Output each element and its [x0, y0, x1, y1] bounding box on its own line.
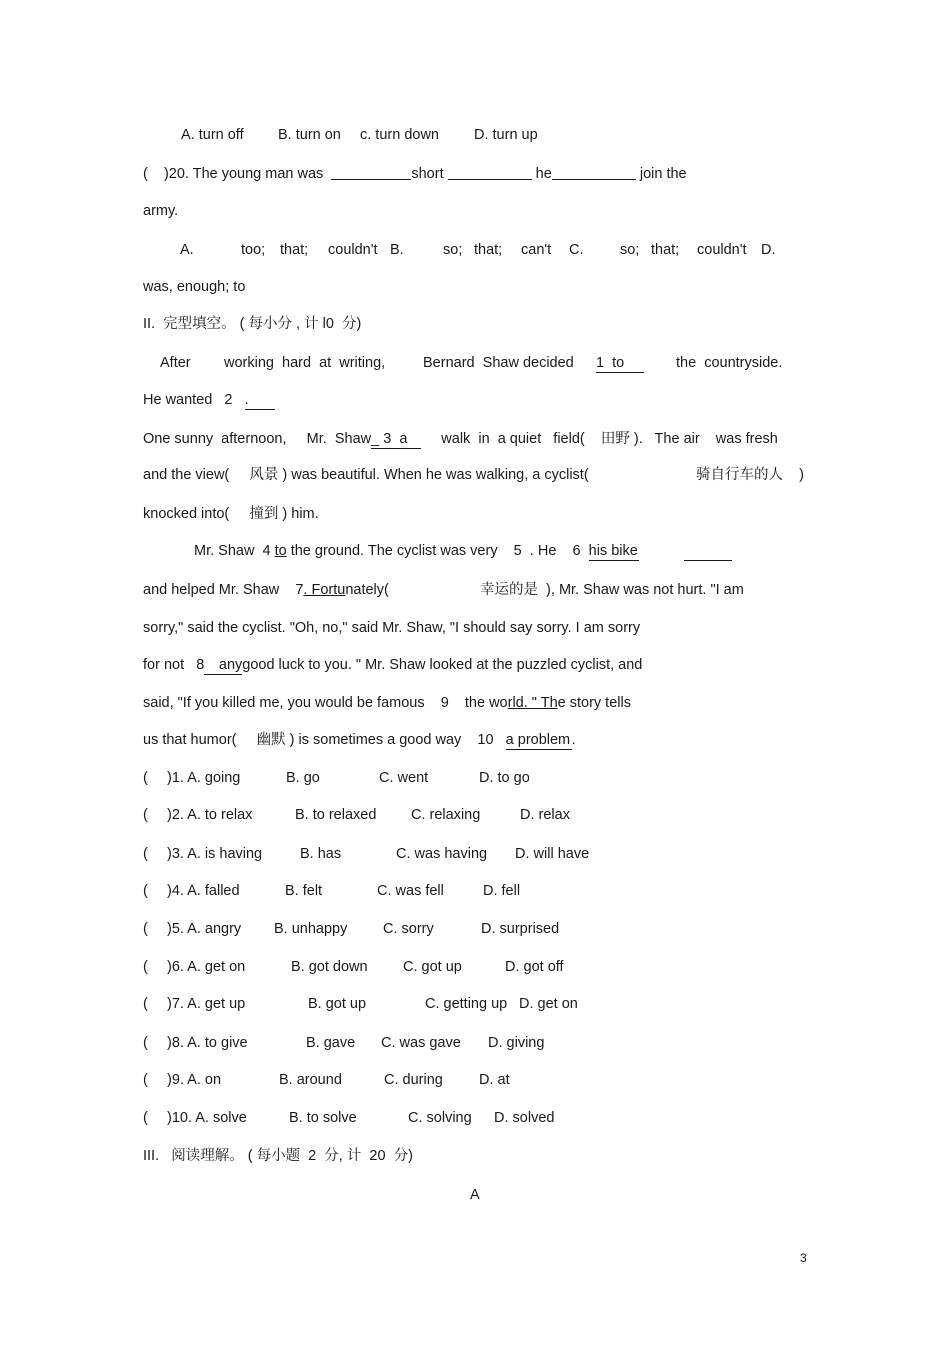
- q20-option-b-label: B.: [390, 242, 404, 258]
- answer-paren[interactable]: (: [143, 1072, 148, 1088]
- option-b: B. got down: [291, 959, 368, 975]
- option-d: D. will have: [515, 846, 590, 862]
- option-d: D. get on: [519, 996, 578, 1012]
- section-3-subtitle: A: [470, 1187, 480, 1203]
- q19-option-a: A. turn off: [181, 127, 244, 143]
- passage-text: said, "If you killed me, you would be famous 9 the wo: [143, 695, 508, 711]
- q19-option-b: B. turn on: [278, 127, 341, 143]
- passage-text: good luck to you. " Mr. Shaw looked at the puzzled cyclist, and: [242, 657, 643, 673]
- q20-option-a-word: too;: [241, 242, 266, 258]
- blank-6-line: [684, 546, 732, 561]
- option-c: C. went: [379, 770, 429, 786]
- option-c: C. was having: [396, 846, 488, 862]
- q20-stem: [143, 165, 687, 183]
- blank-8-answer[interactable]: any: [204, 656, 242, 675]
- passage-line-9: [143, 656, 642, 675]
- q20-option-b-word: can't: [521, 242, 552, 258]
- option-b: B. go: [286, 770, 320, 786]
- passage-text: and helped Mr. Shaw 7: [143, 582, 304, 598]
- passage-text: 幸运的是 ), Mr. Shaw was not hurt. "I am: [480, 582, 744, 598]
- passage-text: After: [160, 355, 191, 371]
- q20-word-join: join the: [639, 166, 687, 182]
- option-d: D. relax: [520, 807, 570, 823]
- q20-option-b-word: that;: [474, 242, 503, 258]
- passage-line-4: [143, 466, 589, 484]
- passage-line-11: [143, 731, 576, 750]
- q20-option-b-word: so;: [443, 242, 463, 258]
- passage-text: Mr. Shaw 4: [194, 543, 271, 559]
- blank-6-answer[interactable]: his bike: [588, 543, 638, 559]
- option-d: D. solved: [494, 1110, 555, 1126]
- q20-option-a-label: A.: [180, 242, 194, 258]
- page-number: 3: [800, 1251, 807, 1265]
- q20-word-he: he: [535, 166, 552, 182]
- option-d: D. got off: [505, 959, 564, 975]
- option-c: C. getting up: [425, 996, 508, 1012]
- blank-10-answer[interactable]: a problem: [505, 732, 571, 748]
- option-b: B. gave: [306, 1035, 356, 1051]
- option-a: )5. A. angry: [167, 921, 242, 937]
- option-d: D. giving: [488, 1035, 545, 1051]
- passage-text: walk in a quiet field( 田野 ). The air was fresh: [441, 431, 778, 447]
- option-c: C. solving: [408, 1110, 472, 1126]
- q20-option-a-word: couldn't: [328, 242, 378, 258]
- blank-4-answer[interactable]: to: [274, 543, 287, 559]
- option-c: C. relaxing: [411, 807, 481, 823]
- option-b: B. to solve: [289, 1110, 357, 1126]
- q20-option-c-word: couldn't: [697, 242, 747, 258]
- passage-text: and the view( 风景 ) was beautiful. When he was walking, a cyclist(: [143, 467, 589, 483]
- option-a: )1. A. going: [167, 770, 241, 786]
- blank-9-answer[interactable]: rld. " Th: [507, 695, 558, 711]
- q20-option-c-label: C.: [569, 242, 584, 258]
- answer-paren[interactable]: (: [143, 846, 148, 862]
- passage-line-5: knocked into( 撞到 ) him.: [143, 506, 319, 522]
- passage-text: e story tells: [557, 695, 631, 711]
- passage-text: He wanted 2: [143, 392, 233, 408]
- passage-line-8: sorry," said the cyclist. "Oh, no," said Mr. Shaw, "I should say sorry. I am sorry: [143, 620, 641, 636]
- option-d: D. fell: [483, 883, 521, 899]
- option-a: )6. A. get on: [167, 959, 246, 975]
- option-c: C. was gave: [381, 1035, 461, 1051]
- blank-7-answer[interactable]: . Fortu: [303, 582, 346, 598]
- answer-paren[interactable]: (: [143, 770, 148, 786]
- passage-line-6: [194, 542, 639, 561]
- q20-blank-1[interactable]: [331, 165, 411, 180]
- section-3-title: III. 阅读理解。 ( 每小题 2 分, 计 20 分): [143, 1148, 413, 1164]
- option-c: C. got up: [403, 959, 462, 975]
- option-b: B. around: [279, 1072, 342, 1088]
- option-a: )10. A. solve: [167, 1110, 247, 1126]
- option-b: B. has: [300, 846, 342, 862]
- answer-paren[interactable]: (: [143, 807, 148, 823]
- option-a: )2. A. to relax: [167, 807, 253, 823]
- q20-cont: army.: [143, 203, 179, 219]
- option-a: )9. A. on: [167, 1072, 222, 1088]
- option-b: B. got up: [308, 996, 367, 1012]
- passage-text: us that humor( 幽默 ) is sometimes a good way 10: [143, 732, 494, 748]
- option-c: C. was fell: [377, 883, 444, 899]
- blank-2-answer[interactable]: .: [245, 391, 275, 410]
- answer-paren[interactable]: (: [143, 996, 148, 1012]
- passage-text: Mr. Shaw: [306, 431, 372, 447]
- answer-paren[interactable]: (: [143, 883, 148, 899]
- option-d: D. to go: [479, 770, 530, 786]
- q20-option-d-label: D.: [761, 242, 776, 258]
- q19-option-c: c. turn down: [360, 127, 439, 143]
- answer-paren[interactable]: (: [143, 1035, 148, 1051]
- option-a: )8. A. to give: [167, 1035, 248, 1051]
- answer-paren[interactable]: (: [143, 959, 148, 975]
- passage-line-7: [143, 581, 389, 599]
- q19-option-d: D. turn up: [474, 127, 538, 143]
- passage-text: the ground. The cyclist was very 5 . He 6: [290, 543, 581, 559]
- passage-line-2: [143, 391, 275, 410]
- passage-text: for not 8: [143, 657, 205, 673]
- q20-word-short: short: [411, 166, 444, 182]
- option-c: C. during: [384, 1072, 443, 1088]
- passage-text: working hard at writing,: [224, 355, 386, 371]
- option-b: B. unhappy: [274, 921, 348, 937]
- q20-blank-3[interactable]: [552, 165, 636, 180]
- section-2-title: II. 完型填空。 ( 每小分 , 计 l0 分): [143, 316, 362, 332]
- option-a: )7. A. get up: [167, 996, 246, 1012]
- q20-text: )20. The young man was: [163, 166, 324, 182]
- passage-text: .: [571, 732, 576, 748]
- option-b: B. to relaxed: [295, 807, 377, 823]
- passage-text: One sunny afternoon,: [143, 431, 287, 447]
- blank-3-answer[interactable]: _ 3 a: [371, 430, 421, 449]
- passage-text: Bernard Shaw decided: [423, 355, 574, 371]
- q20-option-d-cont: was, enough; to: [143, 279, 246, 295]
- q20-option-a-word: that;: [280, 242, 309, 258]
- passage-text: nately(: [345, 582, 389, 598]
- blank-1-answer[interactable]: 1 to: [596, 354, 644, 373]
- passage-line-10: [143, 694, 631, 712]
- q20-blank-2[interactable]: [448, 165, 532, 180]
- passage-text: 骑自行车的人 ): [696, 467, 804, 483]
- answer-paren[interactable]: (: [143, 1110, 148, 1126]
- answer-paren[interactable]: (: [143, 921, 148, 937]
- q20-option-c-word: that;: [651, 242, 680, 258]
- passage-text: the countryside.: [676, 355, 783, 371]
- option-a: )3. A. is having: [167, 846, 263, 862]
- option-d: D. at: [479, 1072, 510, 1088]
- q20-paren: (: [143, 166, 148, 182]
- q20-option-c-word: so;: [620, 242, 640, 258]
- option-c: C. sorry: [383, 921, 434, 937]
- option-b: B. felt: [285, 883, 323, 899]
- option-a: )4. A. falled: [167, 883, 240, 899]
- passage-line-3: [143, 430, 778, 449]
- option-d: D. surprised: [481, 921, 560, 937]
